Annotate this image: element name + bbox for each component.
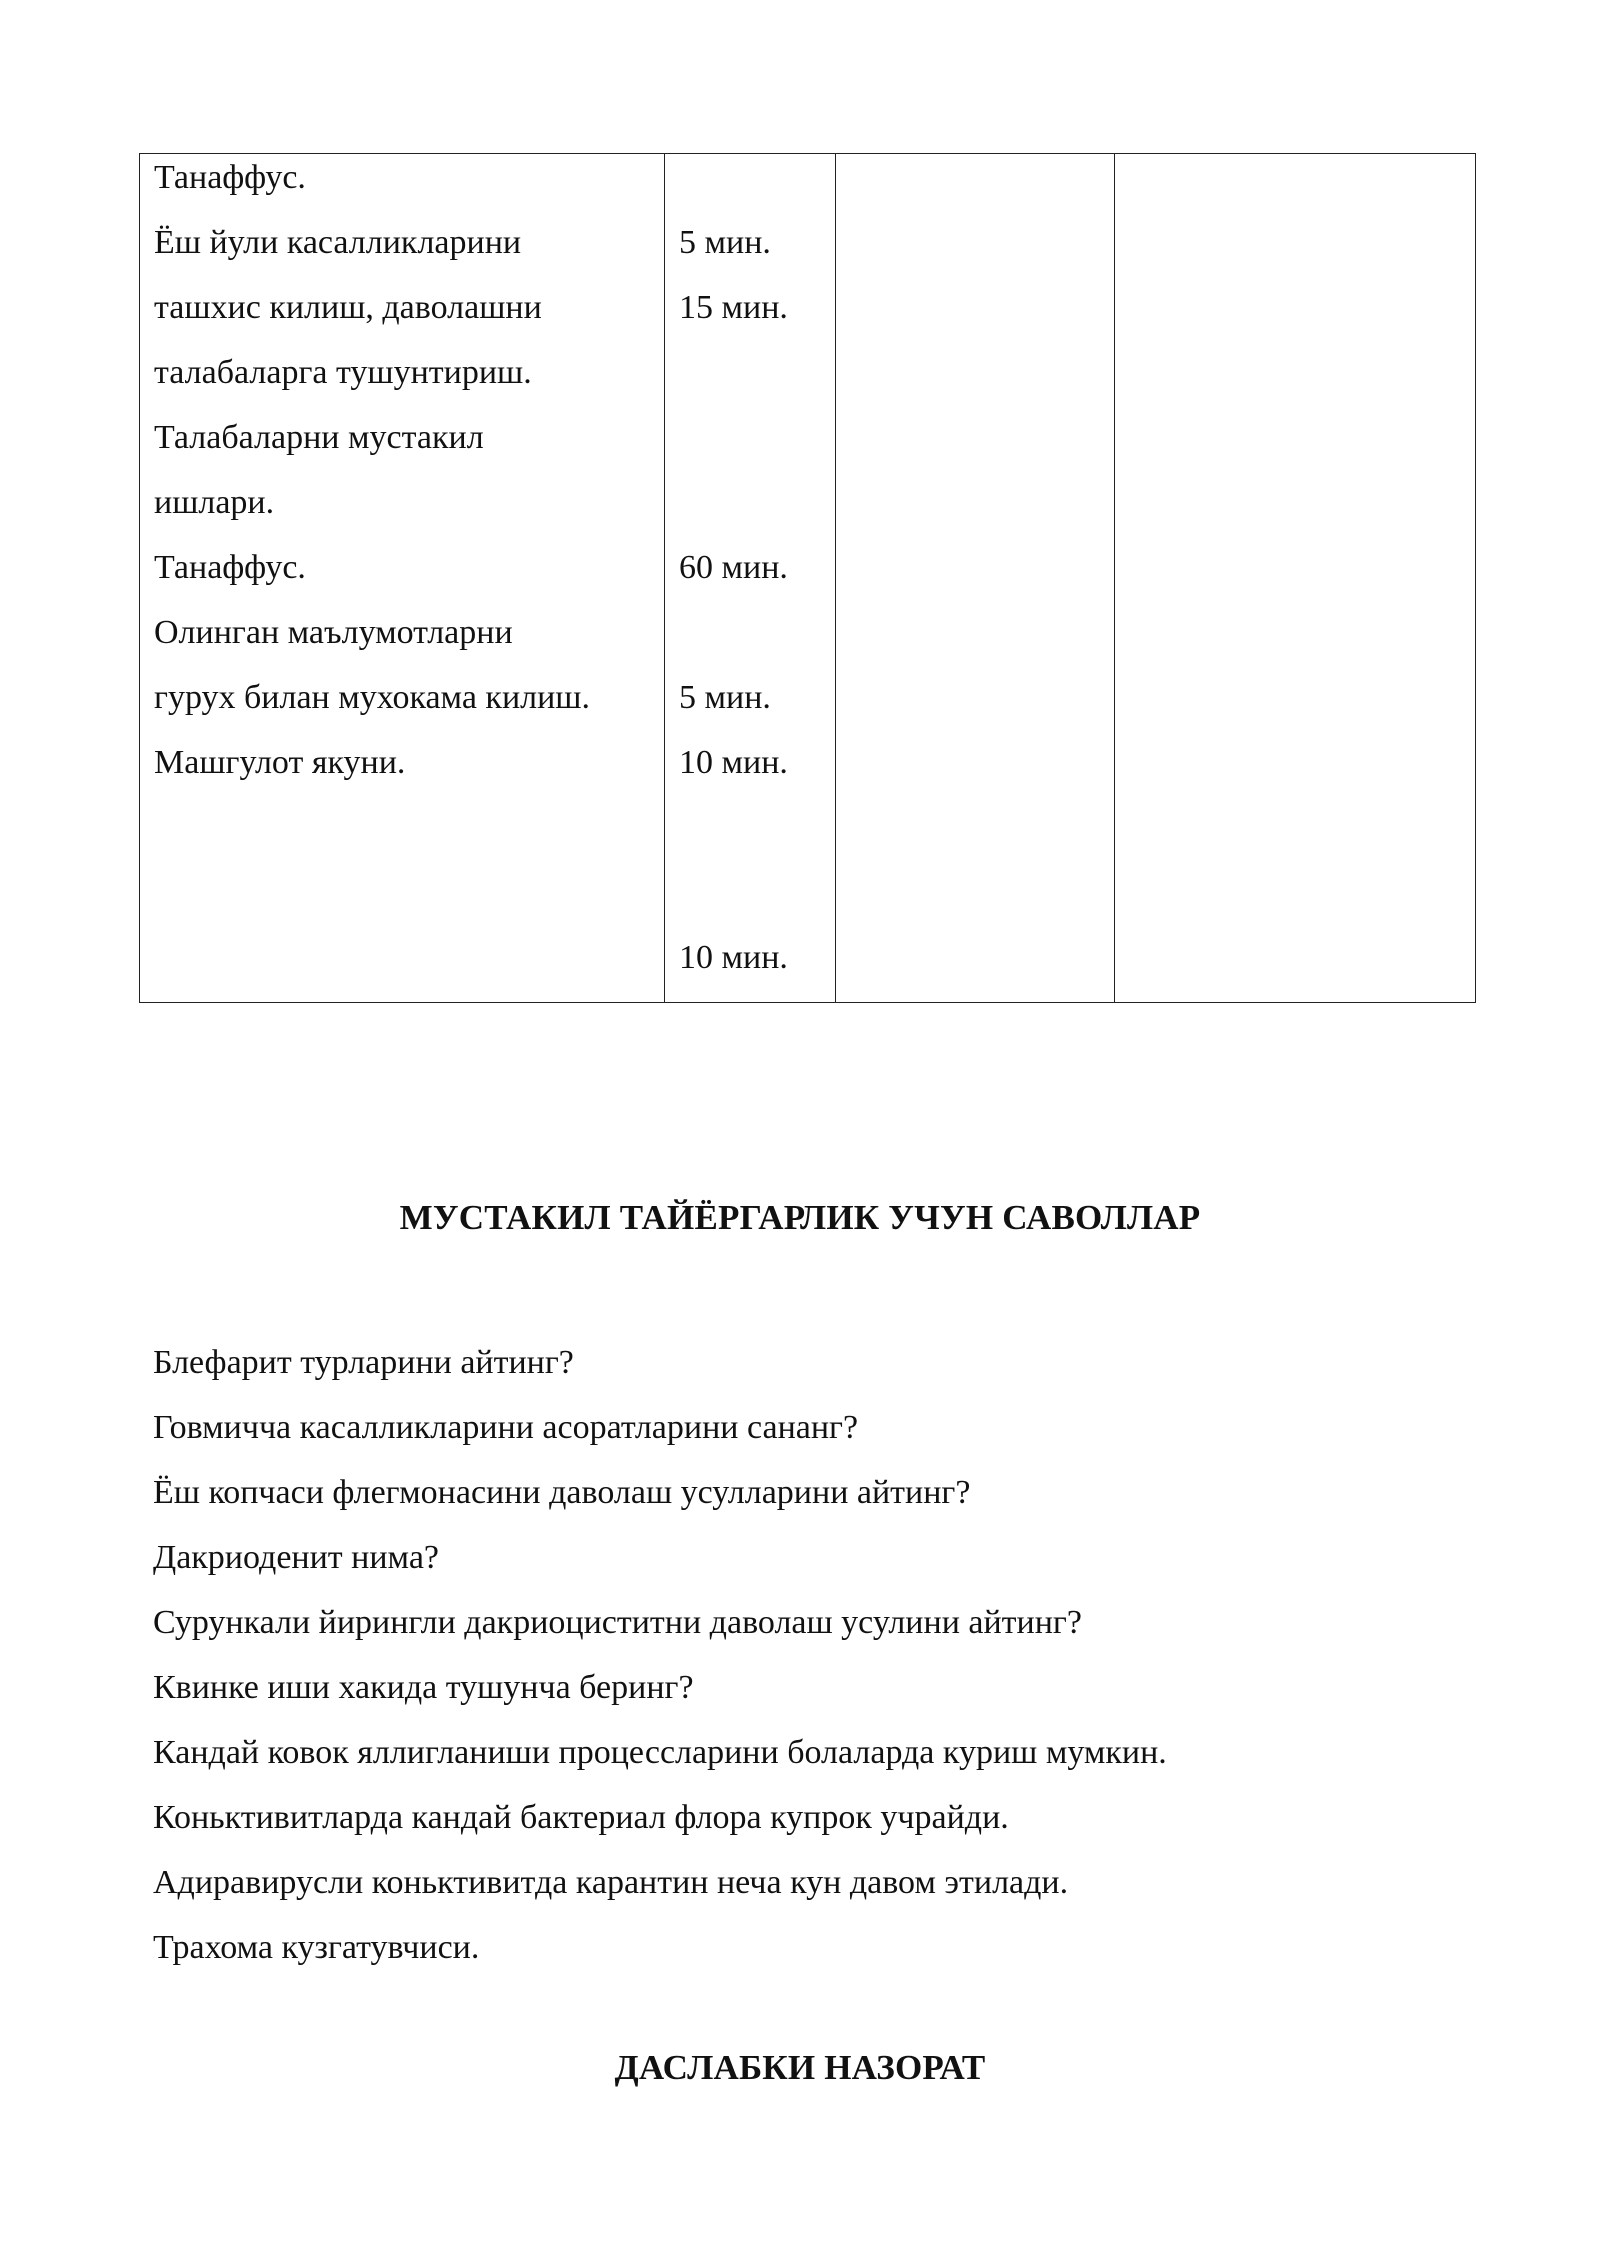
activity-line: Ёш йули касалликларини	[154, 224, 522, 261]
activity-line: талабаларга тушунтириш.	[154, 354, 532, 391]
activity-line: Танаффус.	[154, 159, 306, 196]
activity-cell	[140, 154, 665, 1003]
empty-cell	[1115, 154, 1476, 1003]
list-item: Сурункали йирингли дакриоциститни даволаш усулини айтинг?	[153, 1604, 1082, 1641]
table-row	[140, 154, 1476, 1003]
duration-line: 5 мин.	[679, 224, 771, 261]
question-list	[153, 1330, 1167, 1980]
activity-line: Талабаларни мустакил	[154, 419, 484, 456]
duration-line: 5 мин.	[679, 679, 771, 716]
duration-line: 15 мин.	[679, 289, 788, 326]
list-item: Блефарит турларини айтинг?	[153, 1344, 574, 1381]
duration-cell	[665, 154, 836, 1003]
list-item: Кандай ковок яллигланиши процессларини болаларда куриш мумкин.	[153, 1734, 1167, 1771]
list-item: Говмичча касалликларини асоратларини сананг?	[153, 1409, 859, 1446]
duration-line: 10 мин.	[679, 744, 788, 781]
section-heading: МУСТАКИЛ ТАЙЁРГАРЛИК УЧУН САВОЛЛАР	[399, 1198, 1201, 1237]
duration-line: 10 мин.	[679, 939, 788, 976]
list-item: Квинке иши хакида тушунча беринг?	[153, 1669, 694, 1706]
activity-line: Машгулот якуни.	[154, 744, 406, 781]
activity-line: Олинган маълумотларни	[154, 614, 513, 651]
activity-line: гурух билан мухокама килиш.	[154, 679, 590, 716]
activity-line: ташхис килиш, даволашни	[154, 289, 542, 326]
list-item: Адиравирусли коньктивитда карантин неча кун давом этилади.	[153, 1864, 1069, 1901]
list-item: Трахома кузгатувчиси.	[153, 1929, 480, 1966]
duration-line: 60 мин.	[679, 549, 788, 586]
list-item: Ёш копчаси флегмонасини даволаш усулларини айтинг?	[153, 1474, 971, 1511]
list-item: Коньктивитларда кандай бактериал флора купрок учрайди.	[153, 1799, 1009, 1836]
empty-cell	[836, 154, 1115, 1003]
section-heading: ДАСЛАБКИ НАЗОРАТ	[614, 2048, 986, 2087]
activity-line: Танаффус.	[154, 549, 306, 586]
activity-line: ишлари.	[154, 484, 275, 521]
lesson-schedule-table	[139, 153, 1476, 1003]
list-item: Дакриоденит нима?	[153, 1539, 440, 1576]
